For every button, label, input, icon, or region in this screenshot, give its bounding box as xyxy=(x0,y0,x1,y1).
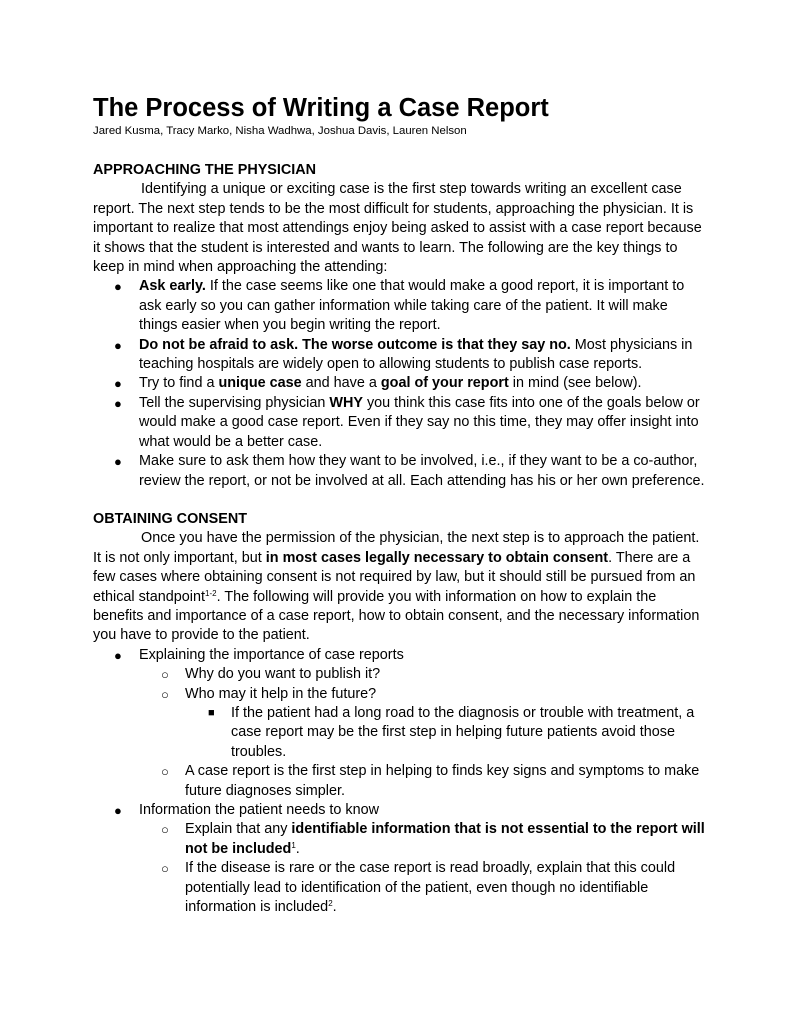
bold-text: Ask early. xyxy=(139,278,206,295)
list-item xyxy=(93,646,705,665)
circle-bullet-icon: ○ xyxy=(161,686,169,702)
text: If the patient had a long road to the diagnosis or trouble with treatment, a case report may be the first step in helping future patients avoid those troubles. xyxy=(231,704,695,760)
circle-bullet-icon: ○ xyxy=(161,667,169,683)
square-bullet-icon: ■ xyxy=(208,706,215,719)
text: and have a xyxy=(301,375,381,392)
bullet-icon: ● xyxy=(114,454,122,470)
section-heading-approaching: APPROACHING THE PHYSICIAN xyxy=(93,162,317,178)
text: you think this case fits into one of the goals below or would make a good case report. Even if they say no this time, they may offer insight into what would be a better case. xyxy=(139,394,700,450)
bullet-icon: ● xyxy=(114,647,122,663)
bullet-icon: ● xyxy=(114,279,122,295)
spacer xyxy=(93,491,705,510)
circle-bullet-icon: ○ xyxy=(161,822,169,838)
text: If the case seems like one that would make a good report, it is important to ask early so you can gather information while taking care of the patient. It will make things easier when you begin writing the report. xyxy=(139,278,685,334)
section2-list xyxy=(93,646,705,918)
text: Try to find a xyxy=(139,375,219,392)
text: Once you have the permission of the physician, the next step is to approach the patient. It is not only important, but xyxy=(93,530,700,566)
text: Make sure to ask them how they want to be involved, i.e., if they want to be a co-author, review the report, or not be involved at all. Each attending has his or her own preference. xyxy=(139,453,705,489)
bold-text: unique case xyxy=(218,375,302,392)
citation: 1-2 xyxy=(205,588,217,598)
list-item xyxy=(93,820,705,859)
text: Most physicians in teaching hospitals are widely open to allowing students to publish case reports. xyxy=(139,336,693,373)
text: If the disease is rare or the case report is read broadly, explain that this could potentially lead to identification of the patient, even though no identifiable information is included xyxy=(185,860,676,916)
list-item xyxy=(93,336,705,375)
document-title: The Process of Writing a Case Report xyxy=(93,94,549,122)
list-item xyxy=(93,704,705,762)
list-item xyxy=(93,374,705,393)
text: Explaining the importance of case reports xyxy=(139,646,404,663)
list-item xyxy=(93,685,705,704)
text: Information the patient needs to know xyxy=(139,802,379,818)
bullet-icon: ● xyxy=(114,803,122,818)
list-item xyxy=(93,277,705,335)
text: in mind (see below). xyxy=(508,375,642,392)
list-item xyxy=(93,859,705,917)
section1-intro: Identifying a unique or exciting case is the first step towards writing an excellent case report. The next step tends to be the most difficult for students, approaching the physician. It is important to realize that most attendings enjoy being asked to assist with a case report because it shows that the student is interested and wants to learn. The following are the key things to keep in mind when approaching the attending: xyxy=(93,181,702,276)
bullet-icon: ● xyxy=(114,337,122,353)
bold-text: goal of your report xyxy=(380,375,509,392)
text: Tell the supervising physician xyxy=(139,394,330,411)
text: . xyxy=(295,840,300,857)
bold-text: WHY xyxy=(329,394,363,411)
text: Why do you want to publish it? xyxy=(185,666,381,683)
bold-text: Do not be afraid to ask. The worse outcome is that they say no. xyxy=(139,336,571,353)
section2-intro xyxy=(93,529,705,645)
section-heading-consent: OBTAINING CONSENT xyxy=(93,510,248,527)
circle-bullet-icon: ○ xyxy=(161,764,169,780)
citation: 1 xyxy=(291,840,296,850)
bullet-icon: ● xyxy=(114,376,122,392)
text: A case report is the first step in helping to finds key signs and symptoms to make future diagnoses simpler. xyxy=(185,763,700,799)
authors: Jared Kusma, Tracy Marko, Nisha Wadhwa, Joshua Davis, Lauren Nelson xyxy=(93,125,467,137)
text: . There are a few cases where obtaining consent is not required by law, but it should still be pursued from an ethical standpoint xyxy=(93,549,696,605)
citation: 2 xyxy=(328,899,333,909)
list-item xyxy=(93,762,705,801)
section1-bullets xyxy=(93,277,705,490)
list-item xyxy=(93,394,705,452)
text: Explain that any xyxy=(185,821,292,838)
list-item xyxy=(93,452,705,491)
bold-text: in most cases legally necessary to obtain consent xyxy=(265,549,609,566)
list-item xyxy=(93,665,705,684)
text: . xyxy=(332,899,337,916)
text: Who may it help in the future? xyxy=(185,685,377,702)
bold-text: identifiable information that is not essential to the report will not be included xyxy=(185,821,705,857)
document-content xyxy=(93,92,705,917)
circle-bullet-icon: ○ xyxy=(161,861,169,877)
bullet-icon: ● xyxy=(114,395,122,411)
list-item xyxy=(93,801,705,820)
text: . The following will provide you with information on how to explain the benefits and importance of a case report, how to obtain consent, and the necessary information you have to provide to the patient. xyxy=(93,588,700,644)
